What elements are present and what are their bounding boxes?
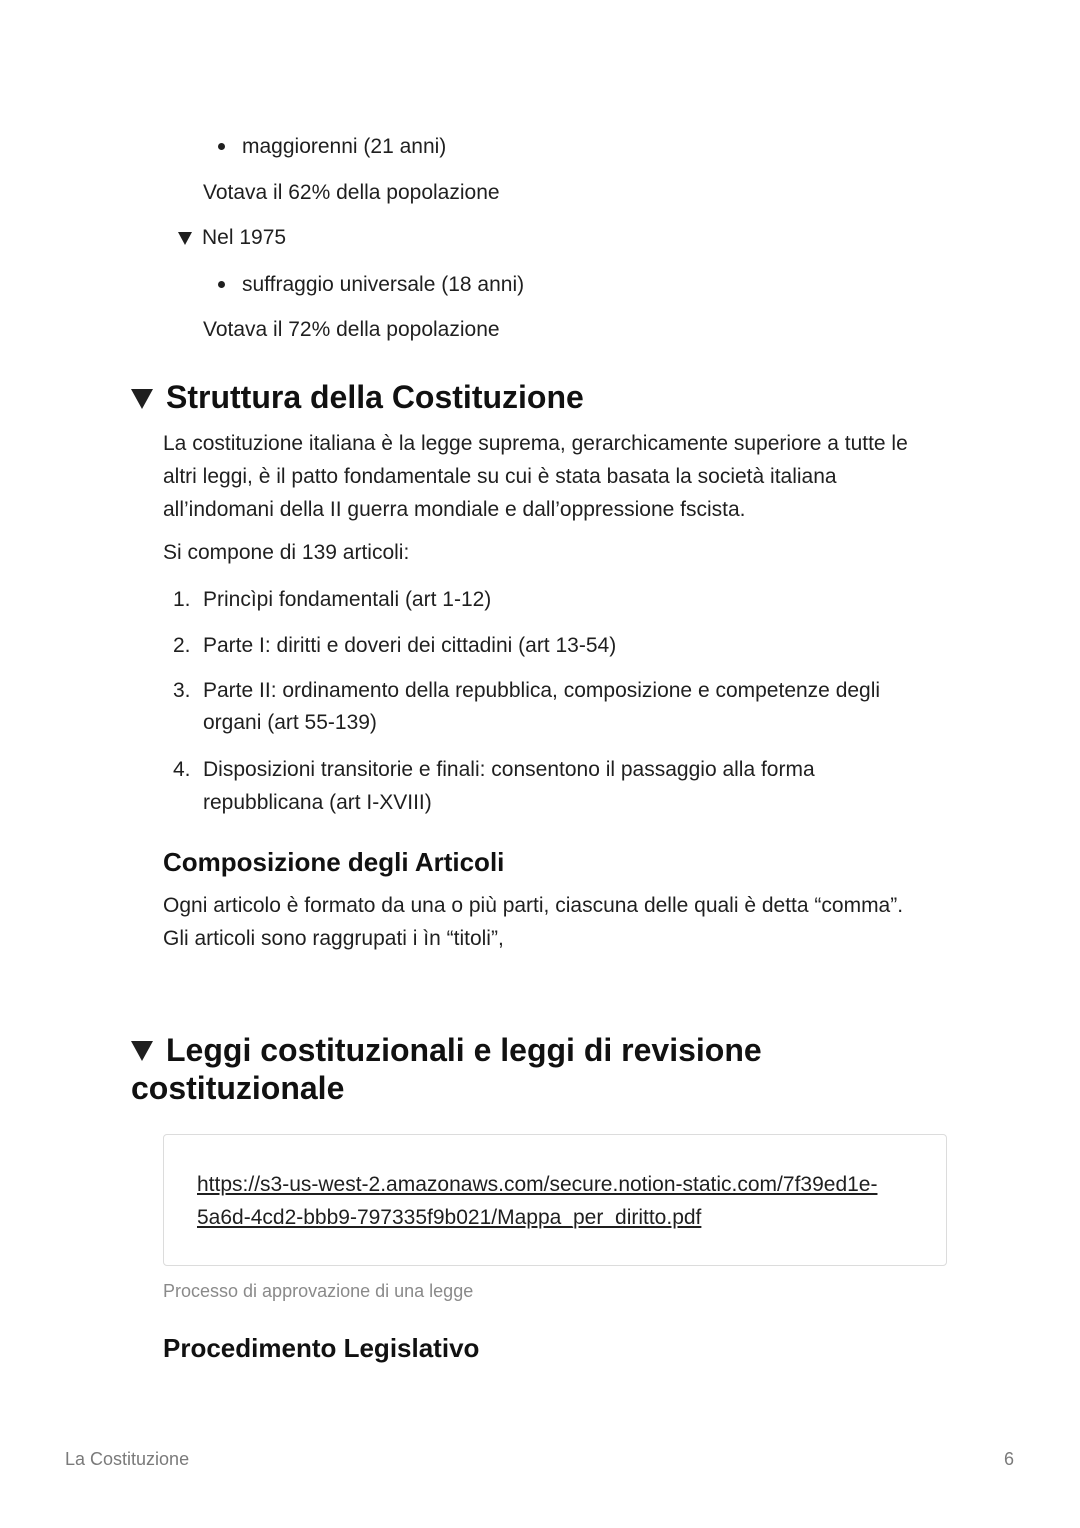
list-item: Parte II: ordinamento della repubblica, composizione e competenze degli [203, 679, 881, 702]
paragraph-line: Ogni articolo è formato da una o più parti, ciascuna delle quali è detta “comma”. [163, 894, 904, 917]
sub-heading-procedimento: Procedimento Legislativo [163, 1333, 480, 1363]
section-heading-leggi-continuation[interactable]: costituzionale [131, 1070, 345, 1106]
paragraph-line: all’indomani della II guerra mondiale e dall’oppressione fscista. [163, 498, 746, 521]
bullet-dot-icon [218, 143, 225, 150]
file-link[interactable]: https://s3-us-west-2.amazonaws.com/secure.notion-static.com/7f39ed1e- [197, 1173, 878, 1196]
sub-heading-composizione: Composizione degli Articoli [163, 847, 505, 877]
footer-title: La Costituzione [65, 1449, 190, 1469]
list-item: Parte I: diritti e doveri dei cittadini (art 13-54) [203, 634, 617, 657]
list-item-continuation: repubblicana (art I-XVIII) [203, 791, 432, 814]
vote-text: Votava il 72% della popolazione [203, 318, 500, 341]
list-number: 4. [173, 758, 191, 781]
list-number: 3. [173, 679, 191, 702]
section-heading-struttura[interactable]: Struttura della Costituzione [166, 379, 584, 415]
list-number: 2. [173, 634, 191, 657]
list-number: 1. [173, 588, 191, 611]
toggle-triangle-icon[interactable] [131, 1041, 153, 1061]
file-caption: Processo di approvazione di una legge [163, 1281, 474, 1301]
paragraph-line: altri leggi, è il patto fondamentale su cui è stata basata la società italiana [163, 465, 837, 488]
list-item: Princìpi fondamentali (art 1-12) [203, 588, 492, 611]
vote-text: Votava il 62% della popolazione [203, 181, 500, 204]
file-link-continuation[interactable]: 5a6d-4cd2-bbb9-797335f9b021/Mappa_per_diritto.pdf [197, 1206, 702, 1229]
toggle-triangle-icon[interactable] [178, 232, 192, 245]
list-item: Disposizioni transitorie e finali: consentono il passaggio alla forma [203, 758, 815, 781]
composed-text: Si compone di 139 articoli: [163, 541, 410, 564]
list-item: maggiorenni (21 anni) [242, 135, 447, 158]
toggle-triangle-icon[interactable] [131, 389, 153, 409]
paragraph-line: La costituzione italiana è la legge suprema, gerarchicamente superiore a tutte le [163, 432, 908, 455]
list-item: suffraggio universale (18 anni) [242, 273, 525, 296]
section-heading-leggi[interactable]: Leggi costituzionali e leggi di revisione [166, 1032, 762, 1068]
bullet-dot-icon [218, 281, 225, 288]
toggle-label-1975[interactable]: Nel 1975 [202, 226, 287, 249]
paragraph-line: Gli articoli sono raggrupati i ìn “titoli”, [163, 927, 504, 950]
page-number: 6 [1004, 1449, 1015, 1469]
list-item-continuation: organi (art 55-139) [203, 711, 377, 734]
